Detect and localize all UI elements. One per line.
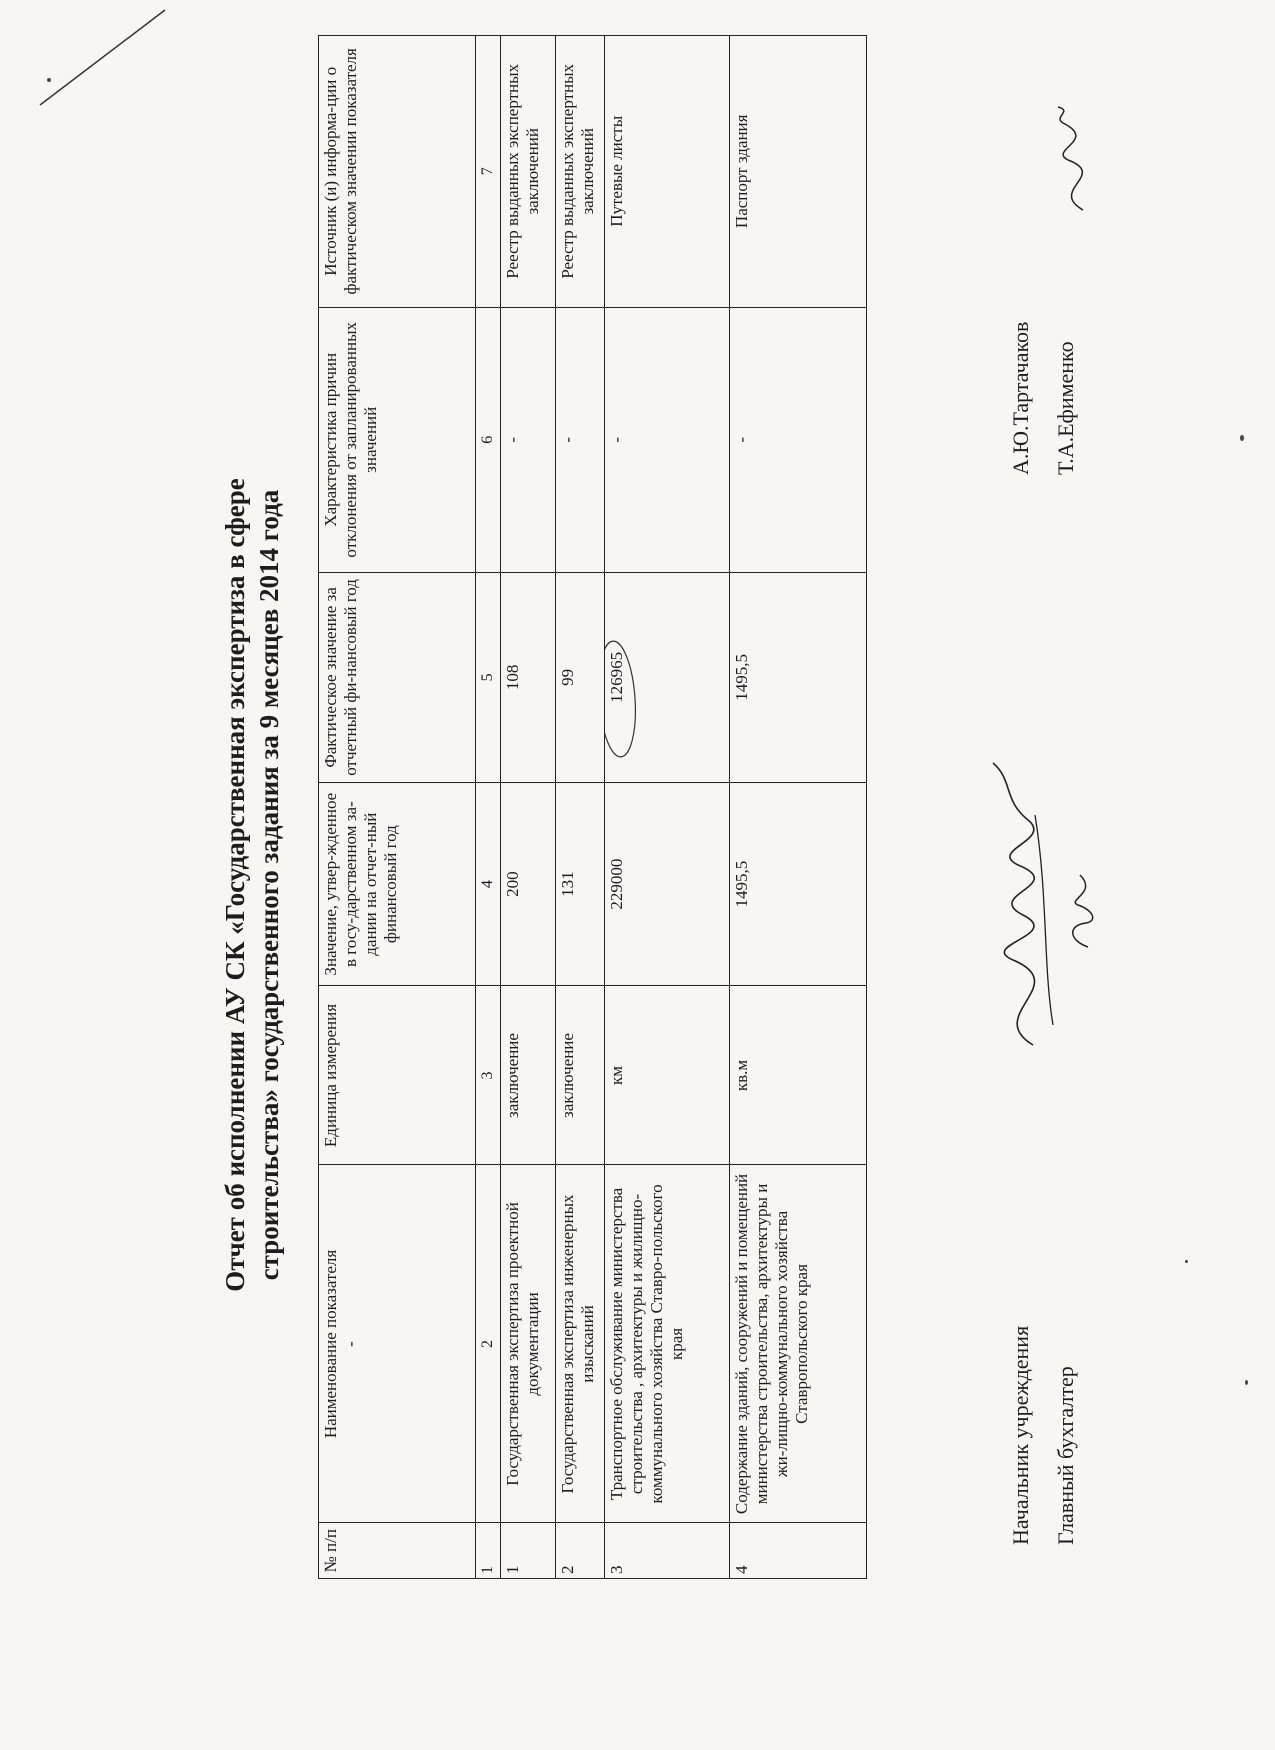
row-source: Паспорт здания <box>729 36 866 308</box>
scan-edge-line <box>30 0 170 110</box>
row-actual: 108 <box>500 572 555 782</box>
title-line-2: строительства» государственного задания за 9 месяцев 2014 года <box>253 489 284 1281</box>
row-name: Государственная экспертиза проектной документации <box>500 1165 555 1523</box>
row-deviation: - <box>729 307 866 572</box>
header-name-mark: - <box>340 1341 360 1347</box>
row-approved: 200 <box>500 782 555 986</box>
row-approved: 229000 <box>604 782 729 986</box>
title-line-1: Отчет об исполнении АУ СК «Государственная экспертиза в сфере <box>219 478 250 1292</box>
hand-drawn-circle <box>604 634 639 764</box>
header-unit: Единица измерения <box>318 986 475 1165</box>
row-unit: заключение <box>555 986 604 1165</box>
row-deviation: - <box>500 307 555 572</box>
head-name: А.Ю.Тартачаков <box>1007 321 1033 475</box>
accountant-title: Главный бухгалтер <box>1052 1366 1078 1545</box>
column-number: 6 <box>475 307 500 572</box>
header-approved: Значение, утвер-жденное в госу-дарственном за-дании на отчет-ный финансовый год <box>318 782 475 986</box>
row-actual: 1495,5 <box>729 572 866 782</box>
corner-signature <box>1043 105 1113 215</box>
scan-speck <box>1240 435 1244 441</box>
row-unit: кв.м <box>729 986 866 1165</box>
row-actual-value: 126965 <box>606 651 626 703</box>
column-number: 3 <box>475 986 500 1165</box>
row-approved: 131 <box>555 782 604 986</box>
header-actual: Фактическое значение за отчетный фи-нансовый год <box>318 572 475 782</box>
row-actual: 99 <box>555 572 604 782</box>
column-number: 2 <box>475 1165 500 1523</box>
scan-speck <box>1185 1260 1188 1263</box>
column-number: 5 <box>475 572 500 782</box>
row-name: Государственная экспертиза инженерных изысканий <box>555 1165 604 1523</box>
scan-speck <box>1245 1380 1248 1385</box>
row-source: Реестр выданных экспертных заключений <box>555 36 604 308</box>
table-row <box>729 36 866 1579</box>
header-deviation: Характеристика причин отклонения от запланированных значений <box>318 307 475 572</box>
head-title: Начальник учреждения <box>1007 1325 1033 1545</box>
row-name: Содержание зданий, сооружений и помещений министерства строительства, архитектуры и жи-лищно-коммунального хозяйства Ставропольского края <box>729 1165 866 1523</box>
row-no: 2 <box>555 1523 604 1579</box>
header-name-label: Наименование показателя <box>320 1249 340 1439</box>
row-no: 1 <box>500 1523 555 1579</box>
table-row <box>555 36 604 1579</box>
row-source: Путевые листы <box>604 36 729 308</box>
rotated-document <box>113 48 1163 1655</box>
document-title <box>218 205 286 1565</box>
row-no: 3 <box>604 1523 729 1579</box>
header-name <box>318 1165 475 1523</box>
header-no: № п/п <box>318 1523 475 1579</box>
column-numbers-row <box>475 36 500 1579</box>
column-number: 1 <box>475 1523 500 1579</box>
row-name: Транспортное обслуживание министерства строительства , архитектуры и жилищно-коммунального хозяйства Ставро-польского края <box>604 1165 729 1523</box>
accountant-signature <box>1058 865 1108 955</box>
row-source: Реестр выданных экспертных заключений <box>500 36 555 308</box>
header-row <box>318 36 475 1579</box>
report-table <box>318 35 867 1579</box>
row-approved: 1495,5 <box>729 782 866 986</box>
accountant-name: Т.А.Ефименко <box>1052 341 1078 475</box>
table-row <box>500 36 555 1579</box>
column-number: 4 <box>475 782 500 986</box>
row-deviation: - <box>604 307 729 572</box>
row-deviation: - <box>555 307 604 572</box>
header-source: Источник (и) информа-ции о фактическом значении показателя <box>318 36 475 308</box>
column-number: 7 <box>475 36 500 308</box>
row-no: 4 <box>729 1523 866 1579</box>
row-unit: заключение <box>500 986 555 1165</box>
table-row <box>604 36 729 1579</box>
row-unit: км <box>604 986 729 1165</box>
row-actual <box>604 572 729 782</box>
